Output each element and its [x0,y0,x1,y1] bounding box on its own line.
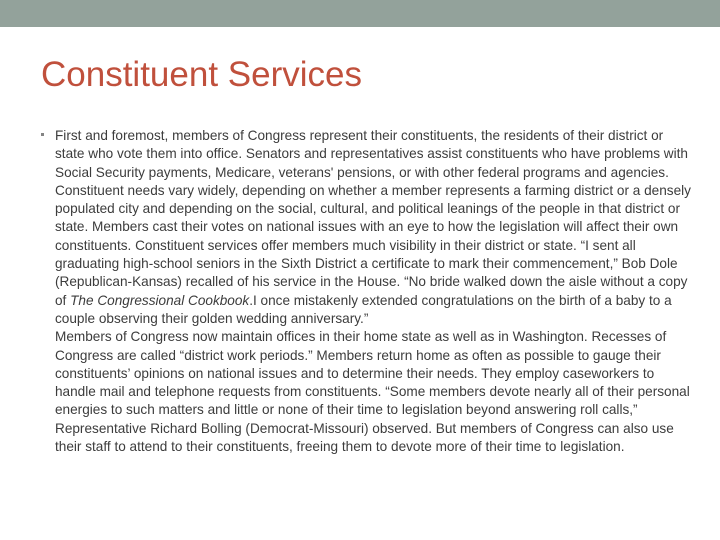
header-accent-bar [0,0,720,27]
body-paragraph-1 [55,127,694,328]
page-title: Constituent Services [41,55,362,94]
paragraph-1-text-before-italic: First and foremost, members of Congress represent their constituents, the residents of their district or state who vote them into office. Senators and representatives assist constituents who have problems with Social Security payments, Medicare, veterans' pensions, or with other federal programs and agencies. Constituent needs vary widely, depending on whether a member represents a farming district or a densely populated city and depending on the social, cultural, and political leanings of the people in that district or state. Members cast their votes on national issues with an eye to how the legislation will affect their own constituents. Constituent services offer members much visibility in their district or state. “I sent all graduating high-school seniors in the Sixth District a certificate to mark their commencement,” Bob Dole (Republican-Kansas) recalled of his service in the House. “No bride walked down the aisle without a copy of [55,128,695,308]
paragraph-1-text-after-italic: .I once mistakenly extended congratulations on the birth of a baby to a couple observing their golden wedding anniversary.” [55,292,676,326]
bullet-point-icon [41,133,44,136]
body-placeholder[interactable] [34,127,694,456]
title-placeholder[interactable] [41,53,681,109]
list-item [34,127,694,456]
book-title-italic: The Congressional Cookbook [70,292,250,308]
body-paragraph-2: Members of Congress now maintain offices in their home state as well as in Washington. Recesses of Congress are called “district work periods.” Members return home as often as possible to gauge their constituents’ opinions on national issues and to determine their needs. They employ caseworkers to handle mail and telephone requests from constituents. “Some members devote nearly all of their personal energies to such matters and little or none of their time to legislation beyond answering roll calls,” Representative Richard Bolling (Democrat-Missouri) observed. But members of Congress can also use their staff to attend to their constituents, freeing them to devote more of their time to legislation. [55,329,694,455]
